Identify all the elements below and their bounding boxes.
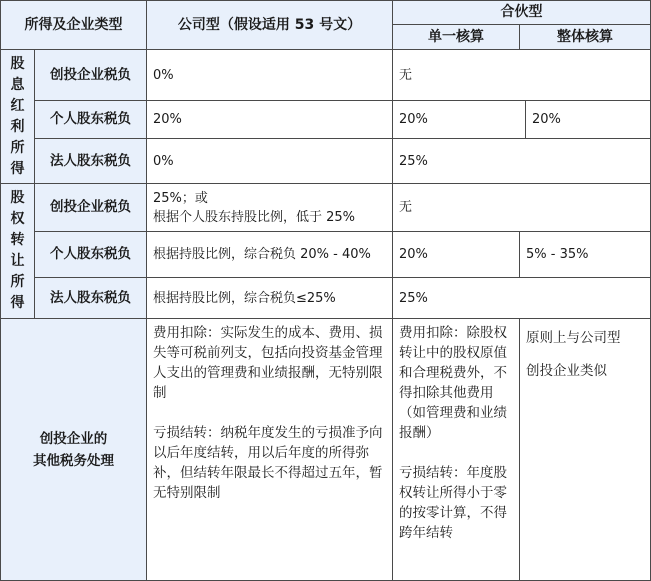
equity-corporate-company: 根据持股比例，综合税负≤25% <box>147 278 393 319</box>
equity-vc-label: 创投企业税负 <box>35 184 147 232</box>
equity-corporate-partnership: 25% <box>393 278 651 319</box>
other-treatment-label: 创投企业的 其他税务处理 <box>1 319 147 581</box>
single-loss-carryforward: 亏损结转：年度股权转让所得小于零的按零计算，不得跨年结转 <box>399 465 507 541</box>
other-single <box>393 319 520 581</box>
dividend-corporate-partnership: 25% <box>393 139 651 184</box>
dividend-individual-company: 20% <box>147 101 393 139</box>
equity-individual-single: 20% <box>393 232 520 278</box>
header-type: 所得及企业类型 <box>1 1 147 50</box>
dividend-vc-partnership: 无 <box>393 50 651 101</box>
equity-vc-company: 25%；或 根据个人股东持股比例，低于 25% <box>147 184 393 232</box>
whole-note-line1: 原则上与公司型 <box>526 330 621 346</box>
header-partnership: 合伙型 <box>393 1 651 25</box>
header-whole: 整体核算 <box>520 25 651 50</box>
dividend-corporate-label: 法人股东税负 <box>35 139 147 184</box>
dividend-individual-single: 20% <box>393 101 526 139</box>
dividend-vc-company: 0% <box>147 50 393 101</box>
equity-individual-whole: 5% - 35% <box>520 232 651 278</box>
header-single: 单一核算 <box>393 25 520 50</box>
dividend-group-label: 股 息 红 利 所 得 <box>1 50 35 184</box>
dividend-individual-label: 个人股东税负 <box>35 101 147 139</box>
equity-individual-company: 根据持股比例，综合税负 20% - 40% <box>147 232 393 278</box>
equity-group-label: 股 权 转 让 所 得 <box>1 184 35 319</box>
company-loss-carryforward: 亏损结转：纳税年度发生的亏损准予向以后年度结转，用以后年度的所得弥补，但结转年限最长不得超过五年，暂无特别限制 <box>153 425 383 501</box>
whole-note-line2: 创投企业类似 <box>526 363 607 379</box>
equity-vc-partnership: 无 <box>393 184 651 232</box>
dividend-corporate-company: 0% <box>147 139 393 184</box>
dividend-vc-label: 创投企业税负 <box>35 50 147 101</box>
dividend-individual-whole: 20% <box>526 101 651 139</box>
other-company <box>147 319 393 581</box>
header-company: 公司型（假设适用 53 号文） <box>147 1 393 50</box>
equity-corporate-label: 法人股东税负 <box>35 278 147 319</box>
company-expense-deduction: 费用扣除：实际发生的成本、费用、损失等可税前列支，包括向投资基金管理人支出的管理费和业绩报酬，无特别限制 <box>153 325 383 401</box>
single-expense-deduction: 费用扣除：除股权转让中的股权原值和合理税费外，不得扣除其他费用（如管理费和业绩报酬） <box>399 325 507 441</box>
other-whole <box>520 319 651 581</box>
equity-individual-label: 个人股东税负 <box>35 232 147 278</box>
